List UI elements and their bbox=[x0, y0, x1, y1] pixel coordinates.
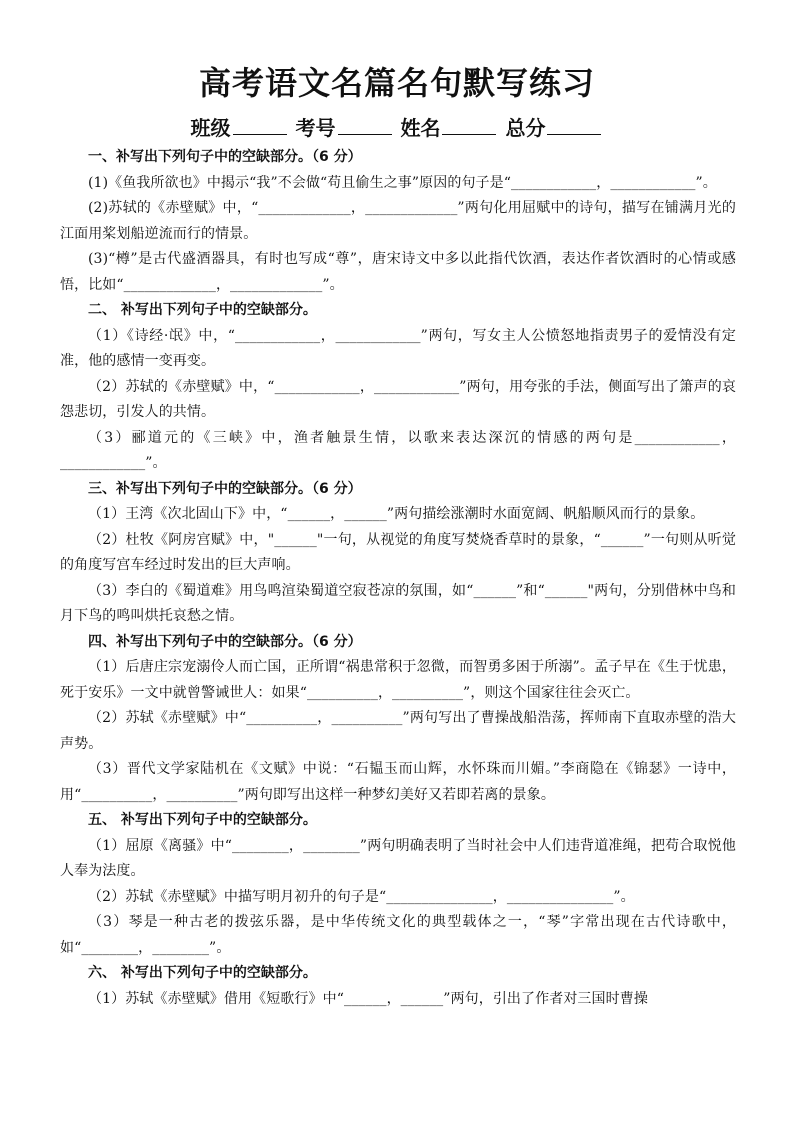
worksheet-content bbox=[60, 145, 736, 1012]
question-4-2: （2）苏轼《赤壁赋》中“__________，__________”两句写出了曹操战船浩荡，挥师南下直取赤壁的浩大声势。 bbox=[60, 710, 736, 752]
exam-number-blank[interactable] bbox=[338, 116, 392, 135]
question-1-3: (3)“樽”是古代盛酒器具，有时也写成“尊”，唐宋诗文中多以此指代饮酒，表达作者饮酒时的心情或感悟，比如“_____________，_____________”。 bbox=[60, 251, 736, 293]
section-heading-3: 三、补写出下列句子中的空缺部分。（6 分） bbox=[88, 480, 362, 497]
question-3-3: （3）李白的《蜀道难》用鸟鸣渲染蜀道空寂苍凉的氛围，如“______”和“______"两句，分别借林中鸟和月下鸟的鸣叫烘托哀愁之情。 bbox=[60, 582, 736, 624]
student-info-line bbox=[0, 112, 794, 141]
section-heading-4: 四、补写出下列句子中的空缺部分。（6 分） bbox=[88, 633, 362, 650]
question-2-2: （2）苏轼的《赤壁赋》中，“____________，____________”两句，用夸张的手法，侧面写出了箫声的哀怨悲切，引发人的共情。 bbox=[60, 378, 736, 420]
section-heading-5: 五、 补写出下列句子中的空缺部分。 bbox=[88, 812, 317, 828]
question-1-1: (1)《鱼我所欲也》中揭示“我”不会做“苟且偷生之事”原因的句子是“____________，____________”。 bbox=[88, 174, 717, 191]
question-6-1: （1）苏轼《赤壁赋》借用《短歌行》中“______，______”两句，引出了作者对三国时曹操 bbox=[88, 990, 648, 1007]
question-5-1: （1）屈原《离骚》中“________，________”两句明确表明了当时社会中人们违背道准绳，把苟合取悦他人奉为法度。 bbox=[60, 837, 736, 879]
name-blank[interactable] bbox=[442, 116, 496, 135]
question-4-3: （3）晋代文学家陆机在《文赋》中说：“石韫玉而山辉，水怀珠而川媚。”李商隐在《锦瑟》一诗中，用“__________，__________”两句即写出这样一种梦幻美好又若即若离的景象。 bbox=[60, 761, 736, 803]
question-3-1: （1）王湾《次北固山下》中，“______，______”两句描绘涨潮时水面宽阔、帆船顺风而行的景象。 bbox=[88, 506, 705, 522]
score-label: 总分 bbox=[505, 116, 546, 140]
question-4-1: （1）后唐庄宗宠溺伶人而亡国，正所谓“祸患常积于忽微，而智勇多困于所溺”。孟子早在《生于忧患，死于安乐》一文中就曾警诫世人：如果“__________，__________”，则这个国家往往会灭亡。 bbox=[60, 659, 736, 701]
question-5-3: （3）琴是一种古老的拨弦乐器，是中华传统文化的典型载体之一，“琴”字常出现在古代诗歌中，如“________，________”。 bbox=[60, 914, 736, 956]
section-heading-2: 二、 补写出下列句子中的空缺部分。 bbox=[88, 302, 317, 318]
section-heading-6: 六、 补写出下列句子中的空缺部分。 bbox=[88, 965, 317, 981]
page-title: 高考语文名篇名句默写练习 bbox=[198, 64, 595, 102]
question-2-3: （3）郦道元的《三峡》中，渔者触景生情，以歌来表达深沉的情感的两句是____________，____________”。 bbox=[60, 429, 736, 471]
section-heading-1: 一、补写出下列句子中的空缺部分。（6 分） bbox=[88, 149, 362, 165]
exam-number-label: 考号 bbox=[295, 116, 336, 140]
question-3-2: （2）杜牧《阿房宫赋》中，"______"一句，从视觉的角度写焚烧香草时的景象，“______”一句则从听觉的角度写宫车经过时发出的巨大声响。 bbox=[60, 531, 736, 573]
class-blank[interactable] bbox=[233, 116, 287, 135]
name-label: 姓名 bbox=[400, 116, 441, 140]
question-2-1: （1）《诗经·氓》中，“____________，____________”两句，写女主人公愤怒地指责男子的爱情没有定准，他的感情一变再变。 bbox=[60, 327, 736, 369]
question-1-2: (2)苏轼的《赤壁赋》中，“_____________，_____________”两句化用屈赋中的诗句，描写在铺满月光的江面用桨划船逆流而行的情景。 bbox=[60, 200, 736, 242]
question-5-2: （2）苏轼《赤壁赋》中描写明月初升的句子是“_______________，_______________”。 bbox=[88, 888, 635, 905]
score-blank[interactable] bbox=[547, 116, 601, 135]
class-label: 班级 bbox=[190, 116, 231, 140]
